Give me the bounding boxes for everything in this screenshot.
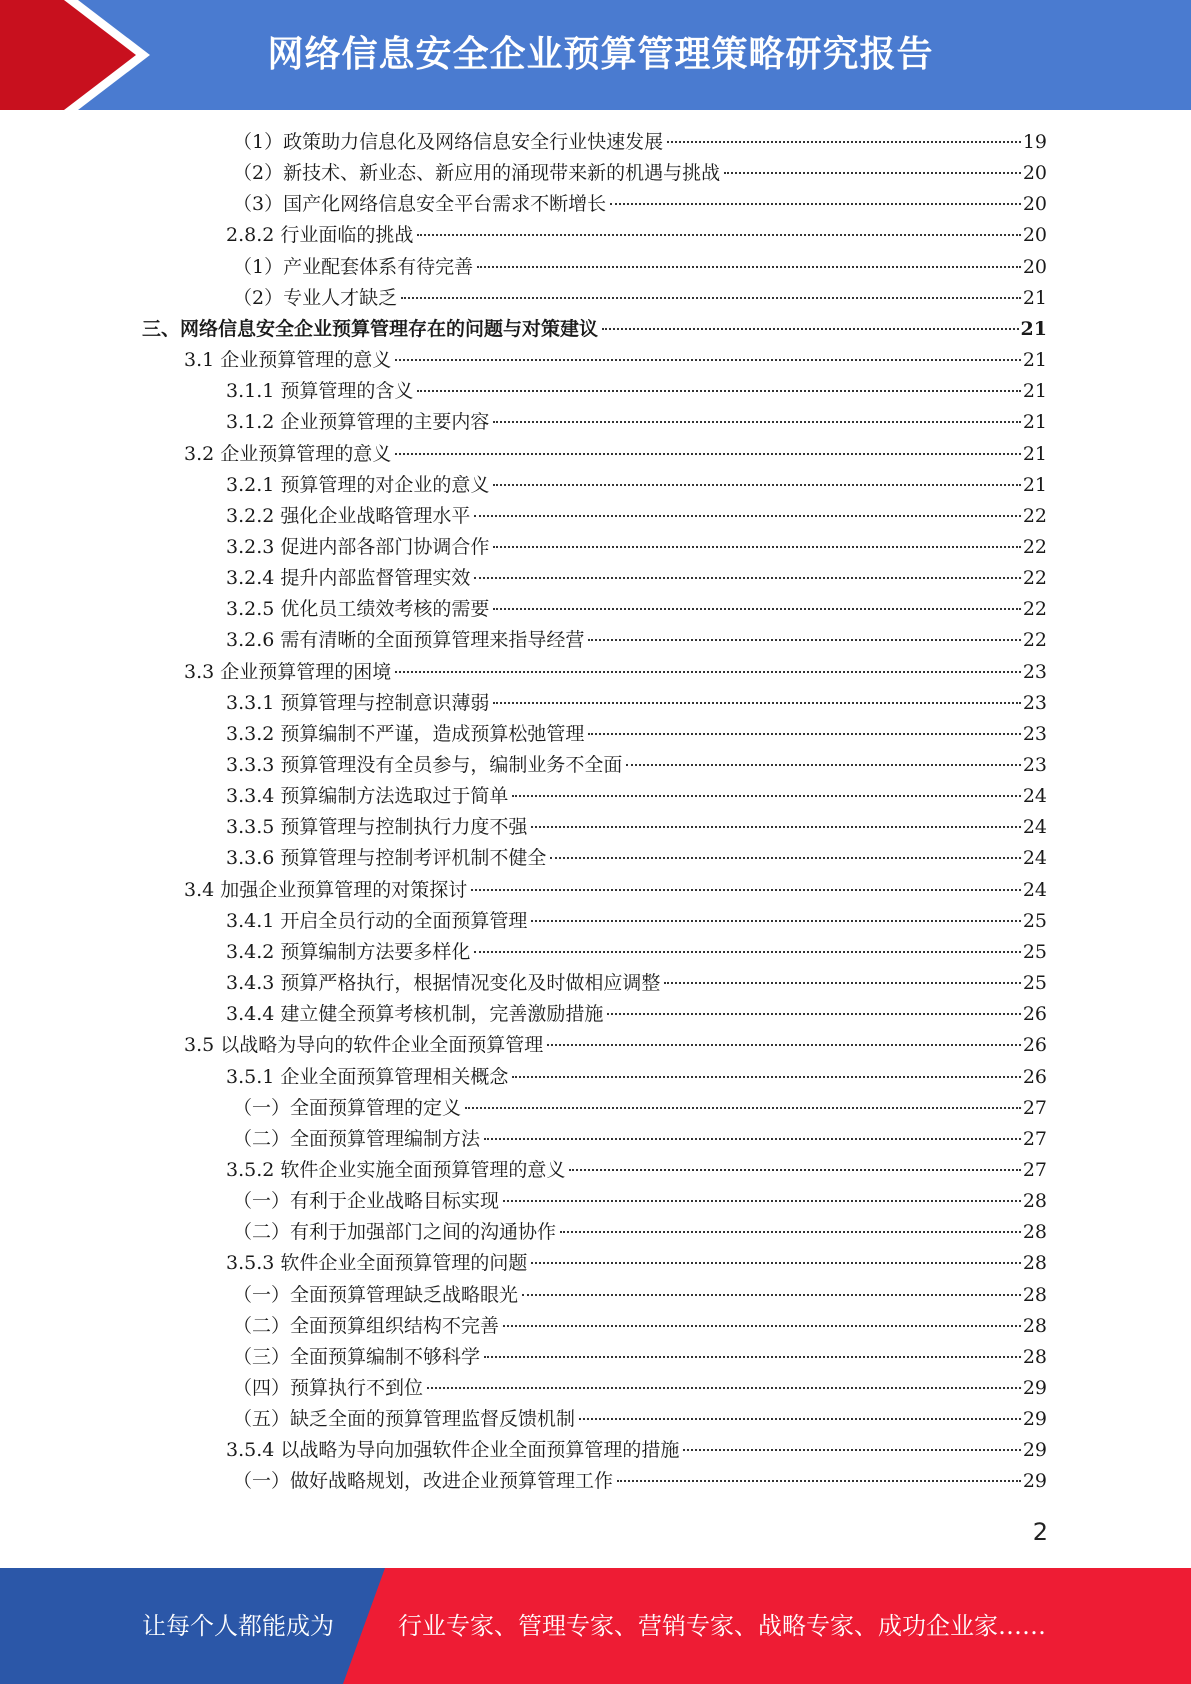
- toc-dot-leader: [401, 297, 1021, 299]
- toc-dot-leader: [560, 1231, 1021, 1233]
- toc-entry-page: 22: [1022, 535, 1047, 558]
- toc-entry-page: 27: [1022, 1158, 1047, 1181]
- toc-entry[interactable]: [226, 625, 1047, 656]
- toc-entry-label: 3.3.1 预算管理与控制意识薄弱: [226, 691, 490, 714]
- toc-entry-page: 23: [1022, 754, 1047, 776]
- toc-entry-label: 3.2.2 强化企业战略管理水平: [226, 504, 471, 527]
- toc-dot-leader: [395, 671, 1021, 673]
- toc-entry-page: 28: [1022, 1283, 1047, 1306]
- toc-entry-label: （一）有利于企业战略目标实现: [233, 1190, 500, 1213]
- toc-entry[interactable]: [184, 657, 1047, 688]
- toc-dot-leader: [484, 1356, 1021, 1358]
- toc-entry-page: 22: [1022, 598, 1047, 621]
- toc-entry-page: 24: [1022, 878, 1047, 901]
- toc-entry-page: 21: [1022, 442, 1047, 465]
- toc-entry-page: 25: [1022, 940, 1047, 963]
- toc-entry-page: 20: [1022, 162, 1047, 185]
- toc-entry[interactable]: [226, 407, 1047, 438]
- toc-entry[interactable]: [233, 283, 1047, 314]
- toc-entry-label: 3.3.5 预算管理与控制执行力度不强: [226, 816, 528, 839]
- toc-dot-leader: [484, 1138, 1021, 1140]
- toc-entry-label: 3.3 企业预算管理的困境: [184, 660, 392, 683]
- toc-entry-label: （2）新技术、新业态、新应用的涌现带来新的机遇与挑战: [233, 162, 721, 185]
- toc-entry-label: 3.3.3 预算管理没有全员参与，编制业务不全面: [226, 754, 623, 776]
- toc-dot-leader: [683, 1449, 1020, 1451]
- toc-entry-label: 3.3.6 预算管理与控制考评机制不健全: [226, 847, 547, 870]
- toc-dot-leader: [617, 1480, 1021, 1482]
- toc-entry-page: 27: [1022, 1127, 1047, 1150]
- toc-entry[interactable]: [226, 1062, 1047, 1093]
- toc-dot-leader: [477, 266, 1021, 268]
- toc-dot-leader: [493, 484, 1020, 486]
- toc-entry-page: 23: [1022, 691, 1047, 714]
- toc-dot-leader: [474, 951, 1020, 953]
- toc-entry-label: （二）全面预算管理编制方法: [233, 1127, 481, 1150]
- toc-entry[interactable]: [233, 189, 1047, 220]
- toc-dot-leader: [417, 234, 1020, 236]
- toc-dot-leader: [610, 203, 1021, 205]
- toc-entry[interactable]: [233, 1093, 1047, 1124]
- toc-entry[interactable]: [226, 719, 1047, 750]
- toc-entry-label: 3.1 企业预算管理的意义: [184, 349, 392, 372]
- toc-entry-page: 21: [1022, 286, 1047, 309]
- toc-entry-page: 26: [1022, 1003, 1047, 1026]
- toc-entry[interactable]: [233, 1186, 1047, 1217]
- toc-entry-page: 23: [1022, 722, 1047, 745]
- toc-dot-leader: [588, 639, 1020, 641]
- toc-entry-page: 24: [1022, 847, 1047, 870]
- toc-entry[interactable]: [226, 220, 1047, 251]
- toc-entry-page: 21: [1022, 411, 1047, 434]
- toc-dot-leader: [724, 172, 1021, 174]
- toc-dot-leader: [465, 1107, 1021, 1109]
- toc-entry[interactable]: [233, 1280, 1047, 1311]
- toc-dot-leader: [531, 1262, 1020, 1264]
- toc-dot-leader: [607, 1013, 1020, 1015]
- toc-entry[interactable]: [226, 968, 1047, 999]
- toc-dot-leader: [531, 920, 1020, 922]
- toc-entry-label: 3.2.4 提升内部监督管理实效: [226, 567, 471, 590]
- toc-entry-label: 3.2.6 需有清晰的全面预算管理来指导经营: [226, 629, 585, 652]
- toc-entry-label: 3.4.1 开启全员行动的全面预算管理: [226, 909, 528, 932]
- toc-dot-leader: [493, 421, 1020, 423]
- toc-entry-label: （二）有利于加强部门之间的沟通协作: [233, 1221, 557, 1244]
- toc-entry[interactable]: [184, 439, 1047, 470]
- toc-entry[interactable]: [226, 594, 1047, 625]
- toc-entry-label: 3.4.4 建立健全预算考核机制，完善激励措施: [226, 1003, 604, 1026]
- toc-entry-page: 29: [1022, 1470, 1047, 1493]
- toc-entry-page: 21: [1022, 380, 1047, 403]
- toc-dot-leader: [493, 608, 1020, 610]
- toc-dot-leader: [512, 1076, 1020, 1078]
- toc-entry[interactable]: [226, 937, 1047, 968]
- toc-dot-leader: [547, 1044, 1021, 1046]
- toc-entry-label: 3.2 企业预算管理的意义: [184, 442, 392, 465]
- toc-entry-label: 3.4.3 预算严格执行，根据情况变化及时做相应调整: [226, 972, 661, 995]
- toc-entry-label: （1）政策助力信息化及网络信息安全行业快速发展: [233, 131, 664, 153]
- toc-entry[interactable]: [142, 314, 1047, 345]
- toc-entry-label: 2.8.2 行业面临的挑战: [226, 224, 414, 247]
- toc-dot-leader: [569, 1169, 1020, 1171]
- toc-dot-leader: [512, 795, 1020, 797]
- toc-entry[interactable]: [226, 999, 1047, 1030]
- toc-entry[interactable]: [226, 843, 1047, 874]
- toc-entry[interactable]: [233, 1373, 1047, 1404]
- toc-entry[interactable]: [226, 906, 1047, 937]
- toc-entry-label: 3.2.5 优化员工绩效考核的需要: [226, 598, 490, 621]
- toc-entry-page: 24: [1022, 785, 1047, 808]
- toc-entry-page: 22: [1022, 629, 1047, 652]
- toc-entry-page: 19: [1022, 131, 1047, 153]
- toc-entry-label: （三）全面预算编制不够科学: [233, 1345, 481, 1368]
- toc-dot-leader: [503, 1325, 1021, 1327]
- toc-entry-page: 28: [1022, 1190, 1047, 1213]
- toc-entry[interactable]: [226, 501, 1047, 532]
- toc-dot-leader: [474, 515, 1020, 517]
- toc-entry-page: 23: [1022, 660, 1047, 683]
- toc-entry-label: 3.2.3 促进内部各部门协调合作: [226, 535, 490, 558]
- toc-entry-label: 3.5.2 软件企业实施全面预算管理的意义: [226, 1158, 566, 1181]
- page-number: 2: [1032, 1518, 1048, 1546]
- toc-entry-label: 3.5.1 企业全面预算管理相关概念: [226, 1065, 509, 1088]
- toc-entry-label: 3.1.2 企业预算管理的主要内容: [226, 411, 490, 434]
- toc-entry-page: 29: [1022, 1439, 1047, 1462]
- toc-entry-label: 3.5.4 以战略为导向加强软件企业全面预算管理的措施: [226, 1439, 680, 1462]
- toc-entry[interactable]: [233, 1311, 1047, 1342]
- toc-dot-leader: [493, 702, 1020, 704]
- toc-entry-page: 22: [1022, 567, 1047, 590]
- footer-slogan-right: 行业专家、管理专家、营销专家、战略专家、成功企业家……: [398, 1612, 1046, 1640]
- toc-dot-leader: [395, 453, 1021, 455]
- toc-dot-leader: [474, 577, 1020, 579]
- toc-entry-page: 20: [1022, 193, 1047, 216]
- toc-dot-leader: [471, 889, 1021, 891]
- toc-dot-leader: [395, 359, 1021, 361]
- toc-entry-page: 28: [1022, 1314, 1047, 1337]
- toc-entry-label: （一）全面预算管理缺乏战略眼光: [233, 1283, 519, 1306]
- toc-entry-label: （一）做好战略规划，改进企业预算管理工作: [233, 1470, 614, 1493]
- toc-entry[interactable]: [226, 750, 1047, 781]
- toc-entry-page: 20: [1022, 224, 1047, 247]
- toc-entry-page: 28: [1022, 1345, 1047, 1368]
- toc-entry[interactable]: [233, 127, 1047, 158]
- toc-entry-page: 25: [1022, 909, 1047, 932]
- toc-entry[interactable]: [226, 470, 1047, 501]
- page-header: [0, 0, 1191, 110]
- toc-entry[interactable]: [226, 563, 1047, 594]
- toc-entry-label: 3.3.2 预算编制不严谨，造成预算松弛管理: [226, 722, 585, 745]
- toc-entry[interactable]: [184, 1030, 1047, 1061]
- toc-entry-page: 21: [1022, 349, 1047, 372]
- toc-entry-page: 22: [1022, 504, 1047, 527]
- toc-entry-label: （2）专业人才缺乏: [233, 286, 398, 309]
- toc-entry-label: 3.2.1 预算管理的对企业的意义: [226, 473, 490, 496]
- toc-entry-label: 3.4 加强企业预算管理的对策探讨: [184, 878, 468, 901]
- toc-dot-leader: [503, 1200, 1021, 1202]
- toc-entry[interactable]: [226, 532, 1047, 563]
- toc-entry-page: 28: [1022, 1221, 1047, 1244]
- toc-entry[interactable]: [226, 812, 1047, 843]
- toc-entry[interactable]: [226, 1248, 1047, 1279]
- toc-entry-label: 3.5 以战略为导向的软件企业全面预算管理: [184, 1034, 544, 1057]
- toc-dot-leader: [667, 141, 1021, 143]
- toc-entry-page: 26: [1022, 1034, 1047, 1057]
- toc-entry[interactable]: [226, 781, 1047, 812]
- toc-dot-leader: [588, 733, 1020, 735]
- toc-dot-leader: [417, 390, 1020, 392]
- toc-entry[interactable]: [233, 252, 1047, 283]
- toc-entry-label: 3.1.1 预算管理的含义: [226, 380, 414, 403]
- toc-entry[interactable]: [233, 1124, 1047, 1155]
- toc-entry-label: 3.5.3 软件企业全面预算管理的问题: [226, 1252, 528, 1275]
- toc-dot-leader: [427, 1387, 1021, 1389]
- toc-dot-leader: [626, 764, 1020, 766]
- toc-dot-leader: [531, 826, 1020, 828]
- toc-dot-leader: [664, 982, 1020, 984]
- toc-entry-label: 3.3.4 预算编制方法选取过于简单: [226, 785, 509, 808]
- toc-entry[interactable]: [184, 875, 1047, 906]
- toc-entry-label: 3.4.2 预算编制方法要多样化: [226, 940, 471, 963]
- toc-entry-label: （一）全面预算管理的定义: [233, 1096, 462, 1119]
- toc-entry-page: 21: [1020, 317, 1047, 340]
- toc-entry[interactable]: [226, 376, 1047, 407]
- toc-entry[interactable]: [226, 1435, 1047, 1466]
- toc-entry-label: （二）全面预算组织结构不完善: [233, 1314, 500, 1337]
- toc-dot-leader: [493, 546, 1020, 548]
- toc-entry[interactable]: [226, 688, 1047, 719]
- toc-entry[interactable]: [233, 1466, 1047, 1497]
- toc-entry[interactable]: [226, 1155, 1047, 1186]
- toc-entry-label: （四）预算执行不到位: [233, 1377, 424, 1399]
- toc-entry[interactable]: [233, 1404, 1047, 1435]
- toc-entry-label: （五）缺乏全面的预算管理监督反馈机制: [233, 1408, 576, 1431]
- toc-entry-page: 29: [1022, 1408, 1047, 1431]
- toc-entry-page: 28: [1022, 1252, 1047, 1275]
- toc-entry-page: 24: [1022, 816, 1047, 839]
- toc-entry-page: 26: [1022, 1065, 1047, 1088]
- toc-entry-page: 29: [1022, 1377, 1047, 1399]
- toc-entry[interactable]: [233, 1342, 1047, 1373]
- toc-entry-page: 27: [1022, 1096, 1047, 1119]
- footer-slogan-left: 让每个人都能成为: [142, 1612, 334, 1640]
- toc-entry-label: （3）国产化网络信息安全平台需求不断增长: [233, 193, 607, 216]
- toc-entry[interactable]: [233, 1217, 1047, 1248]
- toc-dot-leader: [522, 1294, 1021, 1296]
- toc-entry-label: 三、网络信息安全企业预算管理存在的问题与对策建议: [142, 317, 599, 340]
- toc-dot-leader: [550, 857, 1020, 859]
- page-footer: [0, 1568, 1191, 1684]
- toc-entry-page: 20: [1022, 255, 1047, 278]
- report-title: 网络信息安全企业预算管理策略研究报告: [267, 34, 934, 75]
- toc-entry-page: 25: [1022, 972, 1047, 995]
- toc-dot-leader: [579, 1418, 1021, 1420]
- toc-dot-leader: [602, 328, 1019, 330]
- toc-entry-label: （1）产业配套体系有待完善: [233, 255, 474, 278]
- toc-entry[interactable]: [184, 345, 1047, 376]
- toc-entry[interactable]: [233, 158, 1047, 189]
- toc-entry-page: 21: [1022, 473, 1047, 496]
